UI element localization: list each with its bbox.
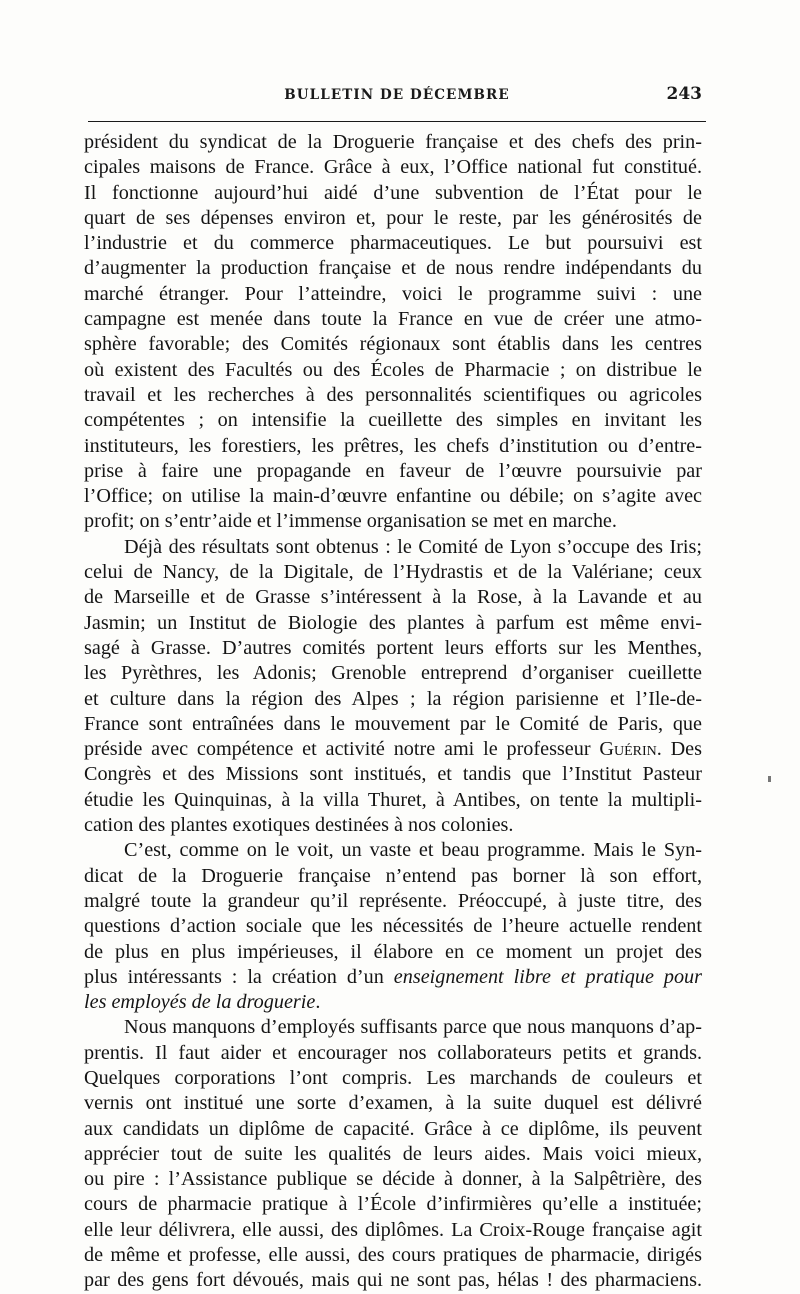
text-line [84, 965, 702, 990]
text-line: cours de pharmacie pratique à l’École d’infirmières qu’elle a instituée; [84, 1193, 702, 1216]
text-line: instituteurs, les forestiers, les prêtres, les chefs d’institution ou d’entre- [84, 434, 702, 457]
header-rule [88, 121, 706, 122]
page-header [88, 84, 706, 110]
text-line: où existent des Facultés ou des Écoles de Pharmacie ; on distribue le [84, 358, 702, 381]
text-line: questions d’action sociale que les nécessités de l’heure actuelle rendent [84, 915, 702, 938]
text-line: sagé à Grasse. D’autres comités portent leurs efforts sur les Menthes, [84, 636, 702, 659]
italic-phrase: enseignement libre et pratique pour [393, 965, 702, 988]
paragraph-4 [84, 1015, 702, 1293]
paragraph-2 [84, 535, 702, 839]
text-line: d’augmenter la production française et de nous rendre indépendants du [84, 257, 702, 280]
text-line: par des gens fort dévoués, mais qui ne sont pas, hélas ! des pharmaciens. [84, 1269, 702, 1292]
text-line: Congrès et des Missions sont institués, et tandis que l’Institut Pasteur [84, 763, 702, 786]
text-line: elle leur délivrera, elle aussi, des diplômes. La Croix-Rouge française agit [84, 1218, 702, 1241]
text-line: Jasmin; un Institut de Biologie des plantes à parfum est même envi- [84, 611, 702, 634]
text-line: marché étranger. Pour l’atteindre, voici le programme suivi : une [84, 282, 702, 305]
text-line: travail et les recherches à des personnalités scientifiques ou agricoles [84, 383, 702, 406]
text-fragment: préside avec compétence et activité notre ami le professeur [84, 738, 600, 761]
text-fragment: plus intéressants : la création d’un [84, 965, 394, 988]
text-line: apprécier tout de suite les qualités de leurs aides. Mais voici mieux, [84, 1142, 702, 1165]
text-line: Nous manquons d’employés suffisants parce que nous manquons d’ap- [124, 1016, 702, 1039]
text-line: ou pire : l’Assistance publique se décide à donner, à la Salpêtrière, des [84, 1168, 702, 1191]
text-line: malgré toute la grandeur qu’il représente. Préoccupé, à juste titre, des [84, 889, 702, 912]
text-line: celui de Nancy, de la Digitale, de l’Hydrastis et de la Valériane; ceux [84, 561, 702, 584]
page-body [84, 130, 702, 1294]
paragraph-1 [84, 130, 702, 535]
text-line: campagne est menée dans toute la France en vue de créer une atmo- [84, 308, 702, 331]
text-line: Il fonctionne aujourd’hui aidé d’une subvention de l’État pour le [84, 181, 702, 204]
margin-mark [768, 776, 771, 782]
text-line: profit; on s’entr’aide et l’immense organisation se met en marche. [84, 510, 617, 533]
text-line: l’industrie et du commerce pharmaceutiques. Le but poursuivi est [84, 232, 702, 255]
page-number: 243 [666, 84, 702, 104]
text-line: l’Office; on utilise la main-d’œuvre enfantine ou débile; on s’agite avec [84, 485, 702, 508]
text-line: aux candidats un diplôme de capacité. Grâce à ce diplôme, ils peuvent [84, 1117, 702, 1140]
text-line: sphère favorable; des Comités régionaux sont établis dans les centres [84, 333, 702, 356]
text-line [84, 737, 702, 762]
text-line: de même et professe, elle aussi, des cours pratiques de pharmacie, dirigés [84, 1244, 702, 1267]
text-line: Déjà des résultats sont obtenus : le Comité de Lyon s’occupe des Iris; [124, 535, 702, 558]
running-head: BULLETIN DE DÉCEMBRE [284, 87, 510, 103]
text-line: prise à faire une propagande en faveur de l’œuvre poursuivie par [84, 459, 702, 482]
text-line: C’est, comme on le voit, un vaste et beau programme. Mais le Syn- [124, 839, 702, 862]
text-fragment: . Des [656, 738, 702, 761]
text-line: dicat de la Droguerie française n’entend pas borner là son effort, [84, 864, 702, 887]
text-line: président du syndicat de la Droguerie française et des chefs des prin- [84, 131, 702, 153]
text-line [84, 990, 702, 1015]
author-name: Guérin [599, 738, 657, 761]
text-line: de Marseille et de Grasse s’intéressent à la Rose, à la Lavande et au [84, 586, 702, 609]
text-line: étudie les Quinquinas, à la villa Thuret, à Antibes, on tente la multipli- [84, 788, 702, 811]
text-line: cation des plantes exotiques destinées à nos colonies. [84, 814, 514, 837]
text-line: quart de ses dépenses environ et, pour le reste, par les générosités de [84, 206, 702, 229]
paragraph-3 [84, 838, 702, 1015]
text-line: de plus en plus impérieuses, il élabore en ce moment un projet des [84, 940, 702, 963]
text-line: France sont entraînées dans le mouvement par le Comité de Paris, que [84, 712, 702, 735]
text-line: et culture dans la région des Alpes ; la région parisienne et l’Ile-de- [84, 687, 702, 710]
text-line: cipales maisons de France. Grâce à eux, l’Office national fut constitué. [84, 156, 702, 179]
text-line: vernis ont institué une sorte d’examen, à la suite duquel est délivré [84, 1092, 702, 1115]
text-line: Quelques corporations l’ont compris. Les marchands de couleurs et [84, 1066, 702, 1089]
text-line: prentis. Il faut aider et encourager nos collaborateurs petits et grands. [84, 1041, 702, 1064]
text-fragment: . [315, 991, 321, 1014]
text-line: les Pyrèthres, les Adonis; Grenoble entreprend d’organiser cueillette [84, 662, 702, 685]
text-line: compétentes ; on intensifie la cueillette des simples en invitant les [84, 409, 702, 432]
italic-phrase: les employés de la droguerie [84, 991, 316, 1014]
